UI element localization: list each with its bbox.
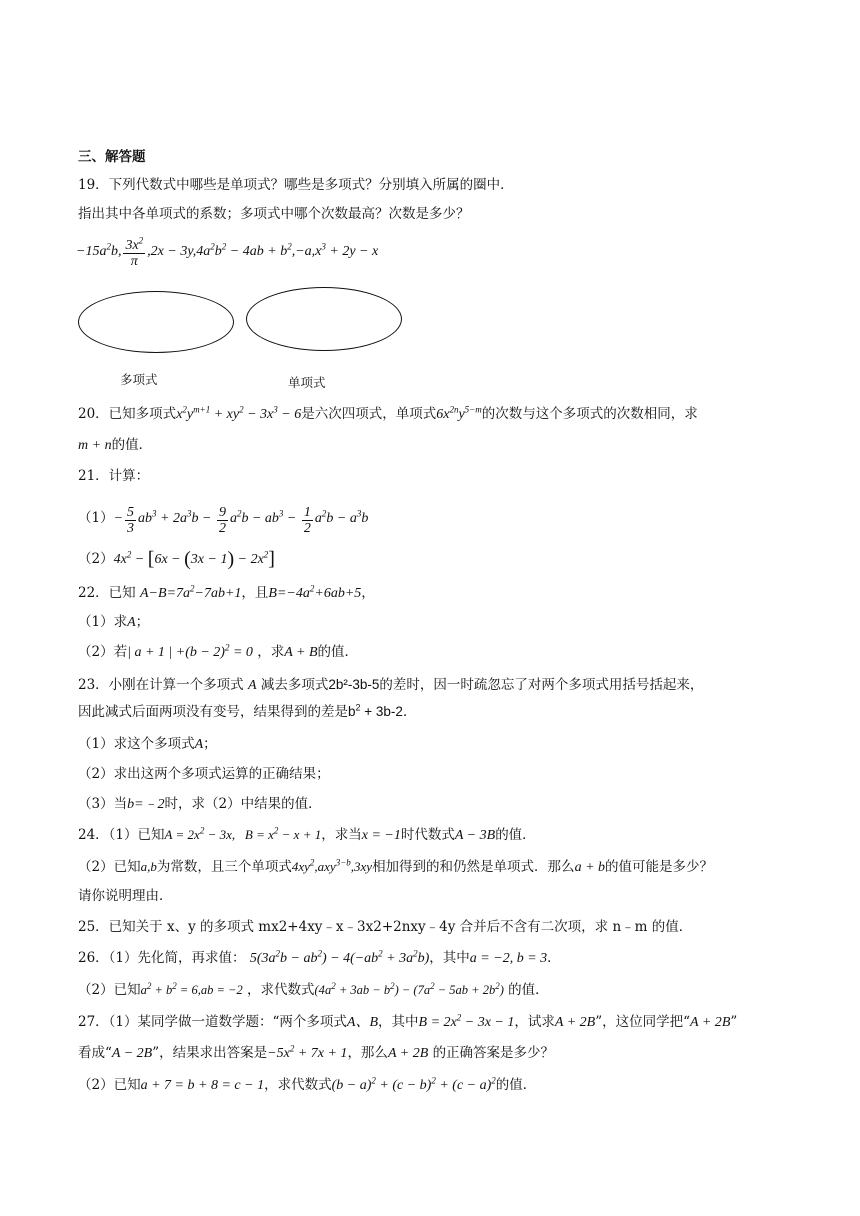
monomial-label: 单项式 xyxy=(288,375,326,390)
q26-line1: 26．（1）先化简，再求值： $5(3a^2b - ab^2) - 4(-ab^2 + 3a^2b)$，其中a = −2, b = 3． xyxy=(78,948,561,966)
q27-line2: 看成“A − 2B”，结果求出答案是$-5x^2 + 7x + 1$，那么A + 2B 的正确答案是多少？ xyxy=(78,1043,555,1061)
q27-line1: 27．（1）某同学做一道数学题：“两个多项式A、B，其中$B = 2x^2 - 3x - 1$，试求A + 2B”，这位同学把“A + 2B” xyxy=(78,1012,738,1030)
polynomial-circle[interactable] xyxy=(78,291,234,353)
monomial-circle[interactable] xyxy=(246,287,402,351)
q23-part1: （1）求这个多项式A； xyxy=(78,736,217,752)
q27-line3: （2）已知a + 7 = b + 8 = c − 1，求代数式$(b - a)^2 + (c - b)^2 + (c - a)^2$的值． xyxy=(78,1075,537,1093)
q23-line1: 23．小刚在计算一个多项式 A 减去多项式2b²-3b-5的差时，因一时疏忽忘了对两个多项式用括号括起来， xyxy=(78,677,704,693)
q22-line1: 22．已知 $A-B=7a^2-7ab+1$，且$B=-4a^2+6ab+5$， xyxy=(78,583,375,601)
q19-expressions: $-15a^2b$, $\frac{3x^2}{\pi}$ $,2x - 3y,4a^2b^2 - 4ab + b^2,-a,x^3 + 2y - x$ xyxy=(76,235,379,269)
q23-part2: （2）求出这两个多项式运算的正确结果； xyxy=(78,766,330,782)
q23-subtrahend: 2b²-3b-5 xyxy=(328,677,380,692)
q26-line2: （2）已知$a^2 + b^2 = 6,ab = -2$ ，求代数式$(4a^2 + 3ab - b^2) - (7a^2 - 5ab + 2b^2)$ 的值． xyxy=(78,980,549,998)
q20-line1: 20．已知多项式$x^2y^{m+1} + xy^2 - 3x^3 - 6$是六次四项式，单项式$6x^{2n}y^{5-m}$的次数与这个多项式的次数相同，求 xyxy=(78,404,698,422)
q23-part3: （3）当b=﹣2时，求（2）中结果的值． xyxy=(78,796,322,812)
q22-part2: （2）若| a + 1 | $+(b - 2)^2 = 0$ ，求A + B的值． xyxy=(78,642,359,660)
q19-line1: 19．下列代数式中哪些是单项式？哪些是多项式？分别填入所属的圈中． xyxy=(78,177,514,193)
q21-part2: $(2)4x^2 - [6x - (3x - 1) - 2x^2]$ xyxy=(78,548,275,570)
polynomial-label: 多项式 xyxy=(120,372,158,387)
q24-line1: 24．（1）已知$A = 2x^2 - 3x$, $B = x^2 - x + 1$，求当x = −1时代数式A − 3B的值． xyxy=(78,825,536,843)
q21-part1: （1）− $\frac{5}{3}$ $ab^3 + 2a^3b$ − $\frac{9}{2}$ $a^2b - ab^3$ − $\frac{1}{2}$ $a^2b - a^3b$ xyxy=(78,505,369,536)
q21-title: 21．计算： xyxy=(78,468,150,484)
q24-line2: （2）已知a,b为常数，且三个单项式$4xy^2,axy^{3-b},3xy$相加得到的和仍然是单项式．那么a + b的值可能是多少？ xyxy=(78,857,714,875)
q24-line3: 请你说明理由． xyxy=(78,888,173,904)
q22-part1: （1）求A； xyxy=(78,614,150,630)
q19-line2: 指出其中各单项式的系数；多项式中哪个次数最高？次数是多少？ xyxy=(78,206,470,222)
q23-line2: 因此减式后面两项没有变号，结果得到的差是$b^2 + 3b-2$． xyxy=(78,702,417,720)
q20-line2: m + n的值． xyxy=(78,437,153,453)
q25-text: 25．已知关于 x、y 的多项式 mx2+4xy﹣x﹣3x2+2nxy﹣4y 合并后不含有二次项，求 n﹣m 的值． xyxy=(78,919,693,935)
section-title: 三、解答题 xyxy=(78,149,146,165)
